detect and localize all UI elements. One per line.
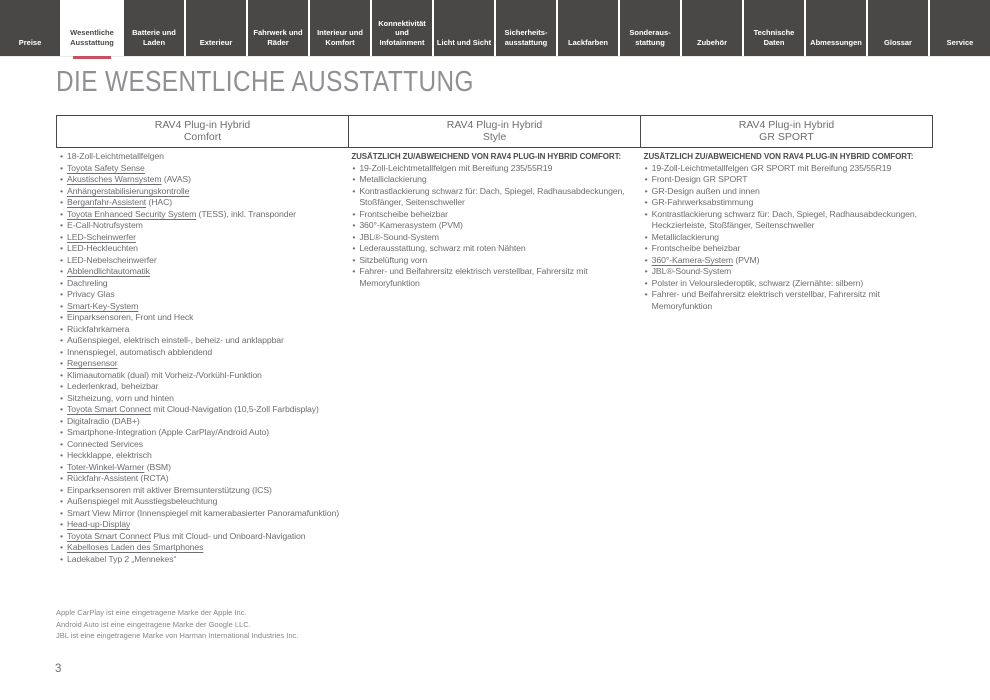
- tab-zubehor[interactable]: [682, 0, 742, 56]
- equipment-item-text: Plus mit Cloud- und Onboard-Navigation: [150, 530, 306, 541]
- equipment-item: [59, 531, 342, 543]
- page-number: 3: [55, 663, 62, 675]
- glossary-link[interactable]: Kabelloses Laden des Smartphones: [67, 542, 204, 552]
- equipment-item: • 360°-Kamerasystem (PVM): [351, 220, 634, 232]
- tab-label: Wesentliche Ausstattung: [70, 28, 114, 47]
- column-header-style: [348, 116, 640, 147]
- equipment-item: • LED-Nebelscheinwerfer: [59, 255, 342, 267]
- tab-abmessungen[interactable]: [806, 0, 866, 56]
- column-header-comfort: [57, 116, 348, 147]
- equipment-item: [59, 519, 342, 531]
- equipment-item: • Fahrer- und Beifahrersitz elektrisch verstellbar, Fahrersitz mit Memoryfunktion: [644, 289, 927, 312]
- tab-exterieur[interactable]: [186, 0, 246, 56]
- tab-label: Glossar: [884, 37, 912, 47]
- tab-label: Preise: [18, 37, 42, 47]
- equipment-item: • LED-Heckleuchten: [59, 243, 342, 255]
- equipment-item: • Rückfahr-Assistent (RCTA): [59, 473, 342, 485]
- column-style: [348, 151, 640, 565]
- equipment-item: [59, 197, 342, 209]
- equipment-item-text: (TESS), inkl. Transponder: [196, 208, 296, 219]
- footnote: Apple CarPlay ist eine eingetragene Marke der Apple Inc.: [56, 608, 247, 617]
- equipment-item: • Innenspiegel, automatisch abblendend: [59, 347, 342, 359]
- equipment-item: • Frontscheibe beheizbar: [351, 209, 634, 221]
- equipment-item: [59, 404, 342, 416]
- tab-label: Lackfarben: [567, 37, 609, 47]
- glossary-link[interactable]: Berganfahr-Assistent: [67, 197, 147, 207]
- equipment-item: • Ladekabel Typ 2 „Mennekes“: [59, 554, 342, 566]
- tab-label: Fahrwerk und Räder: [253, 28, 303, 47]
- equipment-item: [59, 266, 342, 278]
- equipment-item: [59, 542, 342, 554]
- glossary-link[interactable]: LED-Scheinwerfer: [67, 231, 136, 242]
- equipment-list: [644, 163, 927, 313]
- tab-label: Batterie und Laden: [132, 28, 176, 47]
- equipment-item: [59, 174, 342, 186]
- tab-label: Exterieur: [199, 37, 233, 47]
- equipment-item: • Klimaautomatik (dual) mit Vorheiz-/Vorkühl-Funktion: [59, 370, 342, 382]
- equipment-item: • GR-Design außen und innen: [644, 186, 927, 198]
- equipment-item-text: mit Cloud-Navigation (10,5-Zoll Farbdisplay): [150, 404, 319, 414]
- equipment-item: • Connected Services: [59, 439, 342, 451]
- equipment-item: • Kontrastlackierung schwarz für: Dach, Spiegel, Radhausabdeckungen, Stoßfänger, Seitenschweller: [351, 186, 634, 209]
- tab-service[interactable]: [930, 0, 990, 56]
- equipment-item: [59, 358, 342, 370]
- tab-batterie-und-laden[interactable]: [124, 0, 184, 56]
- spec-table: [56, 115, 933, 565]
- equipment-item: • Polster in Velourslederoptik, schwarz (Ziernähte: silbern): [644, 278, 927, 290]
- tab-label: Technische Daten: [753, 28, 795, 47]
- tab-label: Abmessungen: [810, 37, 862, 47]
- tab-label: Zubehör: [697, 37, 727, 47]
- equipment-list: [59, 151, 342, 565]
- tab-lackfarben[interactable]: [558, 0, 618, 56]
- tab-licht-und-sicht[interactable]: [434, 0, 494, 56]
- spec-table-body-row: [56, 151, 933, 565]
- equipment-item: • Fahrer- und Beifahrersitz elektrisch verstellbar, Fahrersitz mit Memoryfunktion: [351, 266, 634, 289]
- glossary-link[interactable]: Toyota Smart Connect: [67, 530, 151, 541]
- tab-bar: [0, 0, 990, 57]
- equipment-item: • Smartphone-Integration (Apple CarPlay/Android Auto): [59, 427, 342, 439]
- equipment-list: [351, 163, 634, 290]
- tab-fahrwerk-und-rader[interactable]: [248, 0, 308, 56]
- column-header-line: GR SPORT: [759, 131, 814, 143]
- equipment-item: • JBL®-Sound-System: [351, 232, 634, 244]
- footnote: JBL ist eine eingetragene Marke von Harman International Industries Inc.: [56, 631, 299, 640]
- equipment-item: • Metalliclackierung: [644, 232, 927, 244]
- tab-label: Konnektivität und Infotainment: [378, 18, 426, 47]
- column-header-line: RAV4 Plug-in Hybrid: [446, 119, 543, 131]
- equipment-item: [59, 186, 342, 198]
- equipment-item: • Dachreling: [59, 278, 342, 290]
- page-title: DIE WESENTLICHE AUSSTATTUNG: [56, 66, 474, 98]
- tab-technische-daten[interactable]: [744, 0, 804, 56]
- glossary-link[interactable]: Toyota Safety Sense: [67, 162, 145, 173]
- glossary-link[interactable]: Head-up-Display: [67, 519, 131, 529]
- column-header-line: RAV4 Plug-in Hybrid: [738, 119, 835, 131]
- tab-label: Sonderaus-stattung: [629, 28, 671, 47]
- column-comfort: [56, 151, 348, 565]
- section-header: ZUSÄTZLICH ZU/ABWEICHEND VON RAV4 PLUG-IN HYBRID COMFORT:: [643, 152, 914, 161]
- glossary-link[interactable]: 360°-Kamera-System: [651, 254, 733, 265]
- equipment-item: • Digitalradio (DAB+): [59, 416, 342, 428]
- tab-sonderaus-stattung[interactable]: [620, 0, 680, 56]
- equipment-item: • Sitzheizung, vorn und hinten: [59, 393, 342, 405]
- equipment-item: • Privacy Glas: [59, 289, 342, 301]
- equipment-item: • Einparksensoren, Front und Heck: [59, 312, 342, 324]
- equipment-item: • Kontrastlackierung schwarz für: Dach, Spiegel, Radhausabdeckungen, Heckzierleiste, Stoßfänger, Seitenschweller: [644, 209, 927, 232]
- equipment-item: • Rückfahrkamera: [59, 324, 342, 336]
- active-tab-indicator: [73, 56, 111, 59]
- equipment-item-text: (AVAS): [161, 174, 191, 184]
- equipment-item: • Sitzbelüftung vorn: [351, 255, 634, 267]
- equipment-item: • Heckklappe, elektrisch: [59, 450, 342, 462]
- equipment-item: • Lederausstattung, schwarz mit roten Nähten: [351, 243, 634, 255]
- column-gr-sport: [641, 151, 933, 565]
- equipment-item-text: (HAC): [146, 197, 173, 207]
- column-header-line: Comfort: [183, 131, 222, 143]
- glossary-link[interactable]: Toter-Winkel-Warner: [67, 461, 145, 472]
- tab-glossar[interactable]: [868, 0, 928, 56]
- equipment-item: [59, 301, 342, 313]
- equipment-item: [59, 209, 342, 221]
- equipment-item: • Lederlenkrad, beheizbar: [59, 381, 342, 393]
- tab-wesentliche-ausstattung[interactable]: [62, 0, 122, 56]
- section-header: ZUSÄTZLICH ZU/ABWEICHEND VON RAV4 PLUG-IN HYBRID COMFORT:: [351, 152, 622, 161]
- equipment-item: [644, 255, 927, 267]
- column-header-line: Style: [482, 131, 507, 143]
- equipment-item: • JBL®-Sound-System: [644, 266, 927, 278]
- equipment-item-text: (BSM): [144, 461, 171, 472]
- column-header-gr-sport: [640, 116, 932, 147]
- tab-interieur-und-komfort[interactable]: [310, 0, 370, 56]
- footnote: Android Auto ist eine eingetragene Marke der Google LLC.: [56, 619, 251, 629]
- equipment-item: • 18-Zoll-Leichtmetallfelgen: [59, 151, 342, 163]
- equipment-item: • E-Call-Notrufsystem: [59, 220, 342, 232]
- glossary-link[interactable]: Smart-Key-System: [67, 300, 139, 311]
- equipment-item: • Metalliclackierung: [351, 174, 634, 186]
- equipment-item-text: (PVM): [733, 254, 760, 265]
- equipment-item: • GR-Fahrwerksabstimmung: [644, 197, 927, 209]
- equipment-item: • Front-Design GR SPORT: [644, 174, 927, 186]
- equipment-item: • 19-Zoll-Leichtmetallfelgen mit Bereifung 235/55R19: [351, 163, 634, 175]
- glossary-link[interactable]: Toyota Enhanced Security System: [67, 208, 197, 219]
- equipment-item: [59, 232, 342, 244]
- equipment-item: • 19-Zoll-Leichtmetallfelgen GR SPORT mit Bereifung 235/55R19: [644, 163, 927, 175]
- spec-table-header-row: [56, 115, 933, 148]
- tab-konnektivitat-und-infotainment[interactable]: [372, 0, 432, 56]
- glossary-link[interactable]: Anhängerstabilisierungskontrolle: [67, 185, 190, 196]
- tab-label: Interieur und Komfort: [317, 28, 363, 47]
- column-header-line: RAV4 Plug-in Hybrid: [154, 119, 251, 131]
- tab-label: Sicherheits-ausstattung: [504, 28, 548, 47]
- equipment-item: [59, 163, 342, 175]
- glossary-link[interactable]: Abblendlichtautomatik: [67, 266, 150, 276]
- glossary-link[interactable]: Toyota Smart Connect: [67, 404, 151, 414]
- equipment-item: • Außenspiegel mit Ausstiegsbeleuchtung: [59, 496, 342, 508]
- glossary-link[interactable]: Akustisches Warnsystem: [67, 174, 162, 184]
- tab-preise[interactable]: [0, 0, 60, 56]
- equipment-item: [59, 462, 342, 474]
- equipment-item: • Einparksensoren mit aktiver Bremsunterstützung (ICS): [59, 485, 342, 497]
- tab-label: Licht und Sicht: [436, 37, 492, 47]
- equipment-item: • Außenspiegel, elektrisch einstell-, beheiz- und anklappbar: [59, 335, 342, 347]
- equipment-item: • Frontscheibe beheizbar: [644, 243, 927, 255]
- footnotes: [56, 607, 298, 642]
- tab-sicherheits-ausstattung[interactable]: [496, 0, 556, 56]
- tab-label: Service: [946, 37, 974, 47]
- equipment-item: • Smart View Mirror (Innenspiegel mit kamerabasierter Panoramafunktion): [59, 508, 342, 520]
- glossary-link[interactable]: Regensensor: [67, 358, 118, 368]
